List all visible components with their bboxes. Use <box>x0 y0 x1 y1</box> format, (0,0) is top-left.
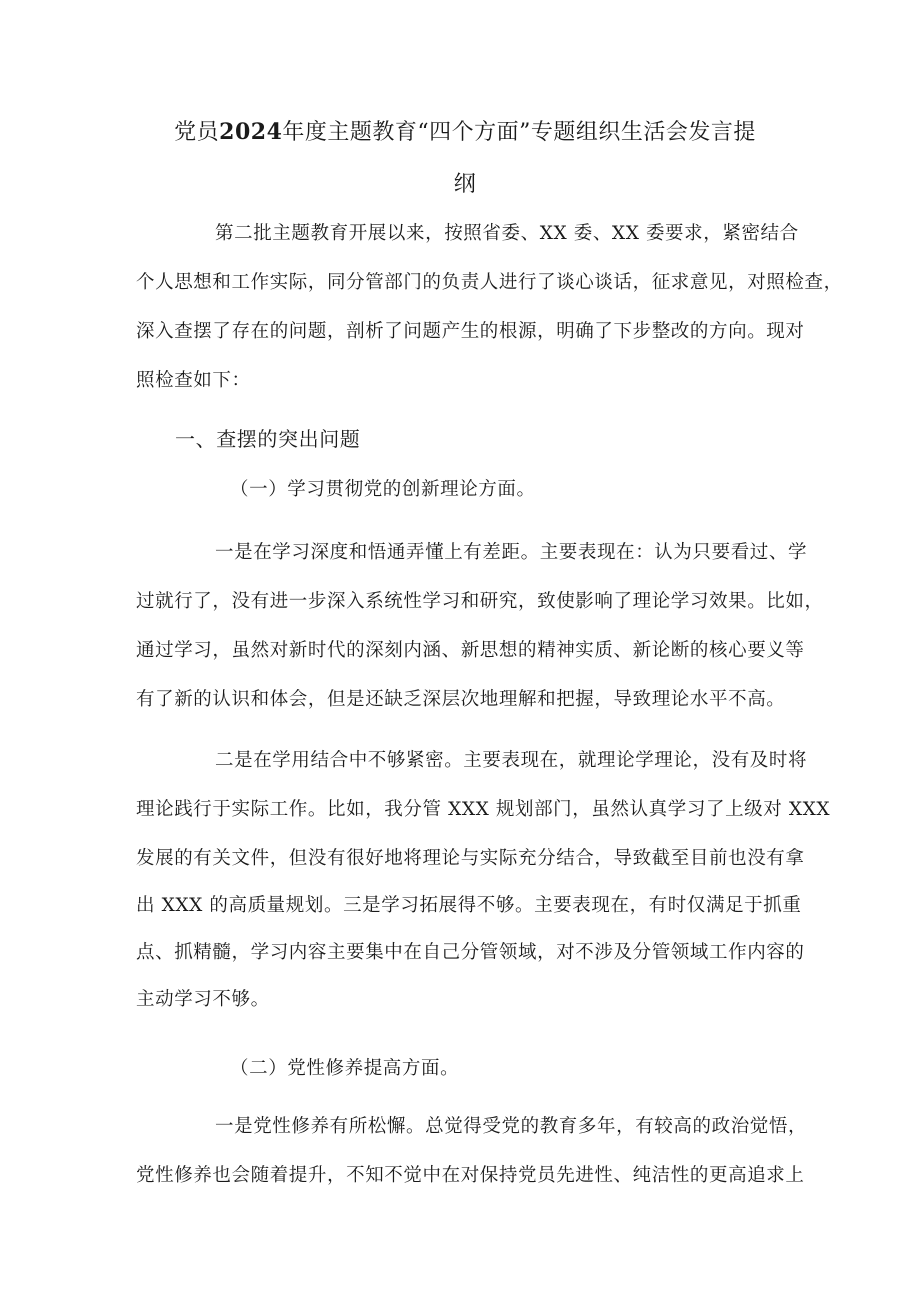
para3-line-2: 党性修养也会随着提升，不知不觉中在对保持党员先进性、纯洁性的更高追求上 <box>136 1165 805 1186</box>
para2-line-4: 出 XXX 的高质量规划。三是学习拓展得不够。主要表现在，有时仅满足于抓重 <box>136 895 802 916</box>
document-title-line-1 <box>140 118 790 147</box>
para2-line-5: 点、抓精髓，学习内容主要集中在自己分管领域，对不涉及分管领域工作内容的 <box>136 942 805 963</box>
section-heading-1: 一、查摆的突出问题 <box>175 427 361 451</box>
title-prefix: 党员 <box>174 120 220 145</box>
para1-line-3: 通过学习，虽然对新时代的深刻内涵、新思想的精神实质、新论断的核心要义等 <box>136 640 805 661</box>
intro-line-3: 深入查摆了存在的问题，剖析了问题产生的根源，明确了下步整改的方向。现对 <box>136 321 805 342</box>
para1-line-1: 一是在学习深度和悟通弄懂上有差距。主要表现在：认为只要看过、学 <box>215 542 808 563</box>
intro-line-2: 个人思想和工作实际，同分管部门的负责人进行了谈心谈话，征求意见，对照检查， <box>136 272 843 293</box>
document-title-line-2: 纲 <box>453 172 477 197</box>
para1-line-2: 过就行了，没有进一步深入系统性学习和研究，致使影响了理论学习效果。比如， <box>136 591 824 612</box>
title-suffix: 年度主题教育“四个方面”专题组织生活会发言提 <box>282 120 756 145</box>
para1-line-4: 有了新的认识和体会，但是还缺乏深层次地理解和把握，导致理论水平不高。 <box>136 689 786 710</box>
para2-line-1: 二是在学用结合中不够紧密。主要表现在，就理论学理论，没有及时将 <box>215 750 808 771</box>
title-year: 2024 <box>219 119 283 145</box>
para3-line-1: 一是党性修养有所松懈。总觉得受党的教育多年，有较高的政治觉悟， <box>215 1116 808 1137</box>
para2-line-2: 理论践行于实际工作。比如，我分管 XXX 规划部门，虽然认真学习了上级对 XXX <box>136 799 831 820</box>
subsection-heading-1: （一）学习贯彻党的创新理论方面。 <box>230 479 536 500</box>
subsection-heading-2: （二）党性修养提高方面。 <box>230 1058 460 1079</box>
para2-line-3: 发展的有关文件，但没有很好地将理论与实际充分结合，导致截至目前也没有拿 <box>136 848 805 869</box>
intro-line-1: 第二批主题教育开展以来，按照省委、XX 委、XX 委要求，紧密结合 <box>215 223 799 244</box>
para2-line-6: 主动学习不够。 <box>136 989 270 1010</box>
intro-line-4: 照检查如下： <box>136 370 251 391</box>
